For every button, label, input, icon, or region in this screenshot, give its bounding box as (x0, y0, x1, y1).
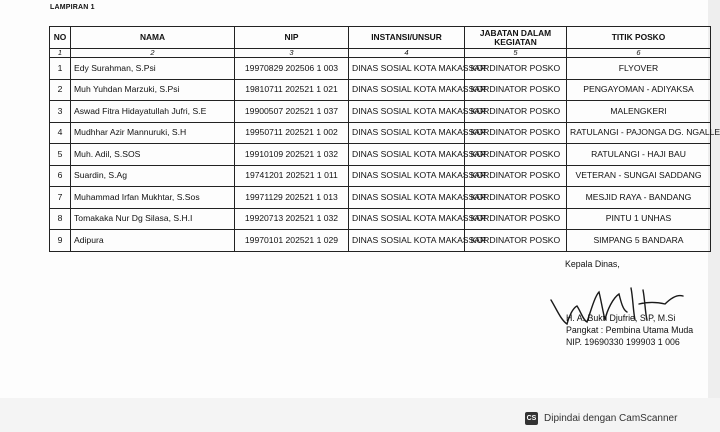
role: KORDINATOR POSKO (465, 230, 567, 252)
agency: DINAS SOSIAL KOTA MAKASSAR (349, 187, 465, 209)
agency: DINAS SOSIAL KOTA MAKASSAR (349, 165, 465, 187)
person-name: Muh. Adil, S.SOS (71, 144, 235, 166)
person-name: Adipura (71, 230, 235, 252)
person-name: Mudhhar Azir Mannuruki, S.H (71, 122, 235, 144)
agency: DINAS SOSIAL KOTA MAKASSAR (349, 208, 465, 230)
post-location: PINTU 1 UNHAS (567, 208, 711, 230)
post-location: RATULANGI - PAJONGA DG. NGALLE (567, 122, 711, 144)
header-jabatan: JABATAN DALAM KEGIATAN (465, 27, 567, 49)
row-number: 6 (50, 165, 71, 187)
role: KORDINATOR POSKO (465, 122, 567, 144)
role: KORDINATOR POSKO (465, 58, 567, 80)
person-name: Tomakaka Nur Dg Silasa, S.H.I (71, 208, 235, 230)
agency: DINAS SOSIAL KOTA MAKASSAR (349, 144, 465, 166)
signatory-name: H. A. Bukti Djufrie, S.P, M.Si (566, 313, 676, 323)
column-number: 4 (349, 49, 465, 58)
table-row (50, 122, 711, 144)
post-location: SIMPANG 5 BANDARA (567, 230, 711, 252)
person-nip: 19971129 202521 1 013 (235, 187, 349, 209)
camscanner-text: Dipindai dengan CamScanner (544, 412, 678, 424)
person-nip: 19950711 202521 1 002 (235, 122, 349, 144)
agency: DINAS SOSIAL KOTA MAKASSAR (349, 101, 465, 123)
person-nip: 19741201 202521 1 011 (235, 165, 349, 187)
row-number: 7 (50, 187, 71, 209)
table-row (50, 79, 711, 101)
header-no: NO (50, 27, 71, 49)
signatory-rank: Pangkat : Pembina Utama Muda (566, 325, 694, 335)
role: KORDINATOR POSKO (465, 101, 567, 123)
role: KORDINATOR POSKO (465, 208, 567, 230)
row-number: 3 (50, 101, 71, 123)
post-location: MALENGKERI (567, 101, 711, 123)
table-body (50, 58, 720, 252)
person-nip: 19970829 202506 1 003 (235, 58, 349, 80)
person-nip: 19900507 202521 1 037 (235, 101, 349, 123)
table-row (50, 165, 711, 187)
person-name: Muhammad Irfan Mukhtar, S.Sos (71, 187, 235, 209)
person-nip: 19970101 202521 1 029 (235, 230, 349, 252)
row-number: 2 (50, 79, 71, 101)
table-row (50, 230, 711, 252)
column-number-row (50, 49, 711, 58)
table-row (50, 144, 711, 166)
role: KORDINATOR POSKO (465, 79, 567, 101)
column-number: 3 (235, 49, 349, 58)
column-number: 2 (71, 49, 235, 58)
signature-heading: Kepala Dinas, (565, 259, 620, 269)
header-nama: NAMA (71, 27, 235, 49)
post-location: FLYOVER (567, 58, 711, 80)
role: KORDINATOR POSKO (465, 187, 567, 209)
table-header-row (50, 27, 711, 49)
row-number: 8 (50, 208, 71, 230)
coordinator-table (49, 26, 720, 252)
person-name: Edy Surahman, S.Psi (71, 58, 235, 80)
role: KORDINATOR POSKO (465, 144, 567, 166)
table-row (50, 187, 711, 209)
header-instansi: INSTANSI/UNSUR (349, 27, 465, 49)
post-location: RATULANGI - HAJI BAU (567, 144, 711, 166)
person-nip: 19810711 202521 1 021 (235, 79, 349, 101)
camscanner-watermark (525, 409, 677, 427)
person-name: Suardin, S.Ag (71, 165, 235, 187)
camscanner-icon: CS (525, 412, 538, 425)
signatory-nip: NIP. 19690330 199903 1 006 (566, 337, 680, 347)
person-name: Muh Yuhdan Marzuki, S.Psi (71, 79, 235, 101)
person-nip: 19910109 202521 1 032 (235, 144, 349, 166)
agency: DINAS SOSIAL KOTA MAKASSAR (349, 122, 465, 144)
column-number: 1 (50, 49, 71, 58)
post-location: MESJID RAYA - BANDANG (567, 187, 711, 209)
role: KORDINATOR POSKO (465, 165, 567, 187)
row-number: 4 (50, 122, 71, 144)
header-nip: NIP (235, 27, 349, 49)
row-number: 1 (50, 58, 71, 80)
row-number: 5 (50, 144, 71, 166)
row-number: 9 (50, 230, 71, 252)
attachment-title: LAMPIRAN 1 (50, 4, 95, 11)
column-number: 6 (567, 49, 711, 58)
agency: DINAS SOSIAL KOTA MAKASSAR (349, 79, 465, 101)
table-row (50, 101, 711, 123)
agency: DINAS SOSIAL KOTA MAKASSAR (349, 230, 465, 252)
post-location: PENGAYOMAN - ADIYAKSA (567, 79, 711, 101)
table-row (50, 58, 711, 80)
table-row (50, 208, 711, 230)
person-nip: 19920713 202521 1 032 (235, 208, 349, 230)
person-name: Aswad Fitra Hidayatullah Jufri, S.E (71, 101, 235, 123)
post-location: VETERAN - SUNGAI SADDANG (567, 165, 711, 187)
column-number: 5 (465, 49, 567, 58)
agency: DINAS SOSIAL KOTA MAKASSAR (349, 58, 465, 80)
header-titik: TITIK POSKO (567, 27, 711, 49)
